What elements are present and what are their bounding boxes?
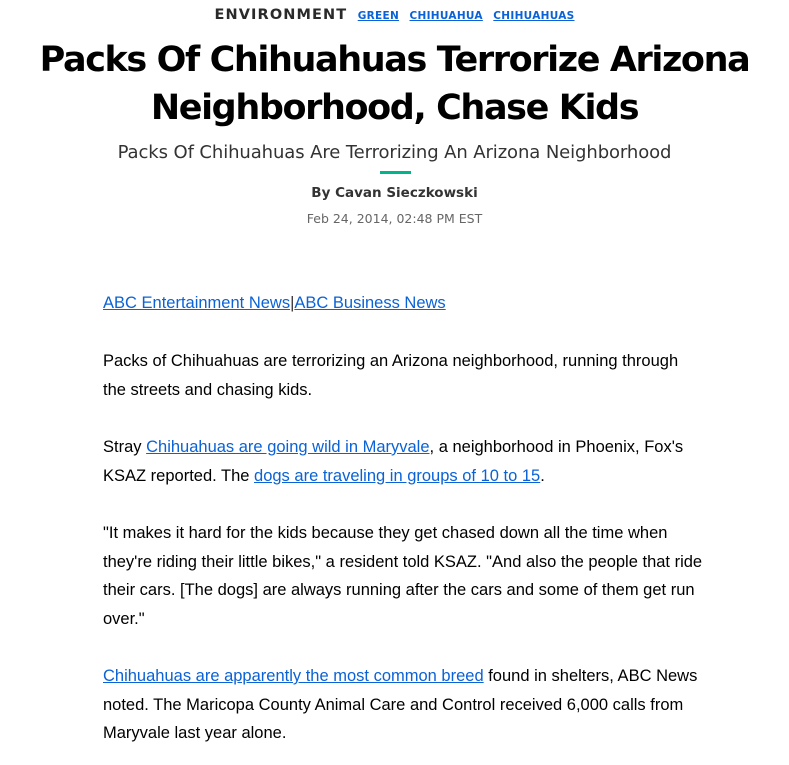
section-header — [0, 6, 789, 24]
text-run: , a neighborhood in Phoenix, Fox's KSAZ reported. The — [103, 438, 684, 485]
byline[interactable]: By Cavan Sieczkowski — [311, 185, 478, 201]
link-abc-business-news[interactable]: ABC Business News — [294, 294, 446, 312]
timestamp: Feb 24, 2014, 02:48 PM EST — [306, 211, 483, 226]
tag-green[interactable]: GREEN — [357, 10, 400, 22]
paragraph-text: "It makes it hard for the kids because they get chased down all the time when they're riding their little bikes," a resident told KSAZ. "And also the people that ride their cars. [The dogs] are always running after the cars and some of them get run over." — [103, 524, 703, 628]
link-most-common-breed[interactable]: Chihuahuas are apparently the most common breed — [103, 667, 484, 685]
link-chihuahuas-wild-maryvale[interactable]: Chihuahuas are going wild in Maryvale — [146, 438, 430, 456]
link-separator: | — [290, 294, 295, 312]
text-run: found in shelters, ABC News noted. The Maricopa County Animal Care and Control received 6,000 calls from Maryvale last year alone. — [103, 667, 698, 742]
section-label[interactable]: ENVIRONMENT — [214, 7, 348, 23]
subheadline: Packs Of Chihuahuas Are Terrorizing An Arizona Neighborhood — [117, 142, 672, 163]
paragraph-3 — [103, 519, 703, 633]
related-links — [103, 289, 703, 318]
headline-line-1: Packs Of Chihuahuas Terrorize Arizona — [39, 40, 750, 80]
paragraph-text — [103, 433, 703, 490]
text-run: . — [540, 466, 545, 485]
link-abc-entertainment-news[interactable]: ABC Entertainment News — [103, 294, 291, 312]
tag-chihuahua[interactable]: CHIHUAHUA — [409, 10, 483, 22]
headline-line-2: Neighborhood, Chase Kids — [150, 88, 639, 128]
tag-chihuahuas[interactable]: CHIHUAHUAS — [493, 10, 575, 22]
paragraph-4 — [103, 662, 703, 748]
link-dogs-groups[interactable]: dogs are traveling in groups of 10 to 15 — [254, 466, 541, 485]
paragraph-text: Packs of Chihuahuas are terrorizing an Arizona neighborhood, running through the streets and chasing kids. — [103, 352, 679, 399]
paragraph-2 — [103, 433, 703, 490]
accent-divider — [380, 171, 411, 174]
paragraph-text — [103, 662, 703, 748]
page-title — [0, 36, 789, 132]
text-run: Stray — [103, 438, 147, 456]
paragraph-1 — [103, 347, 703, 404]
